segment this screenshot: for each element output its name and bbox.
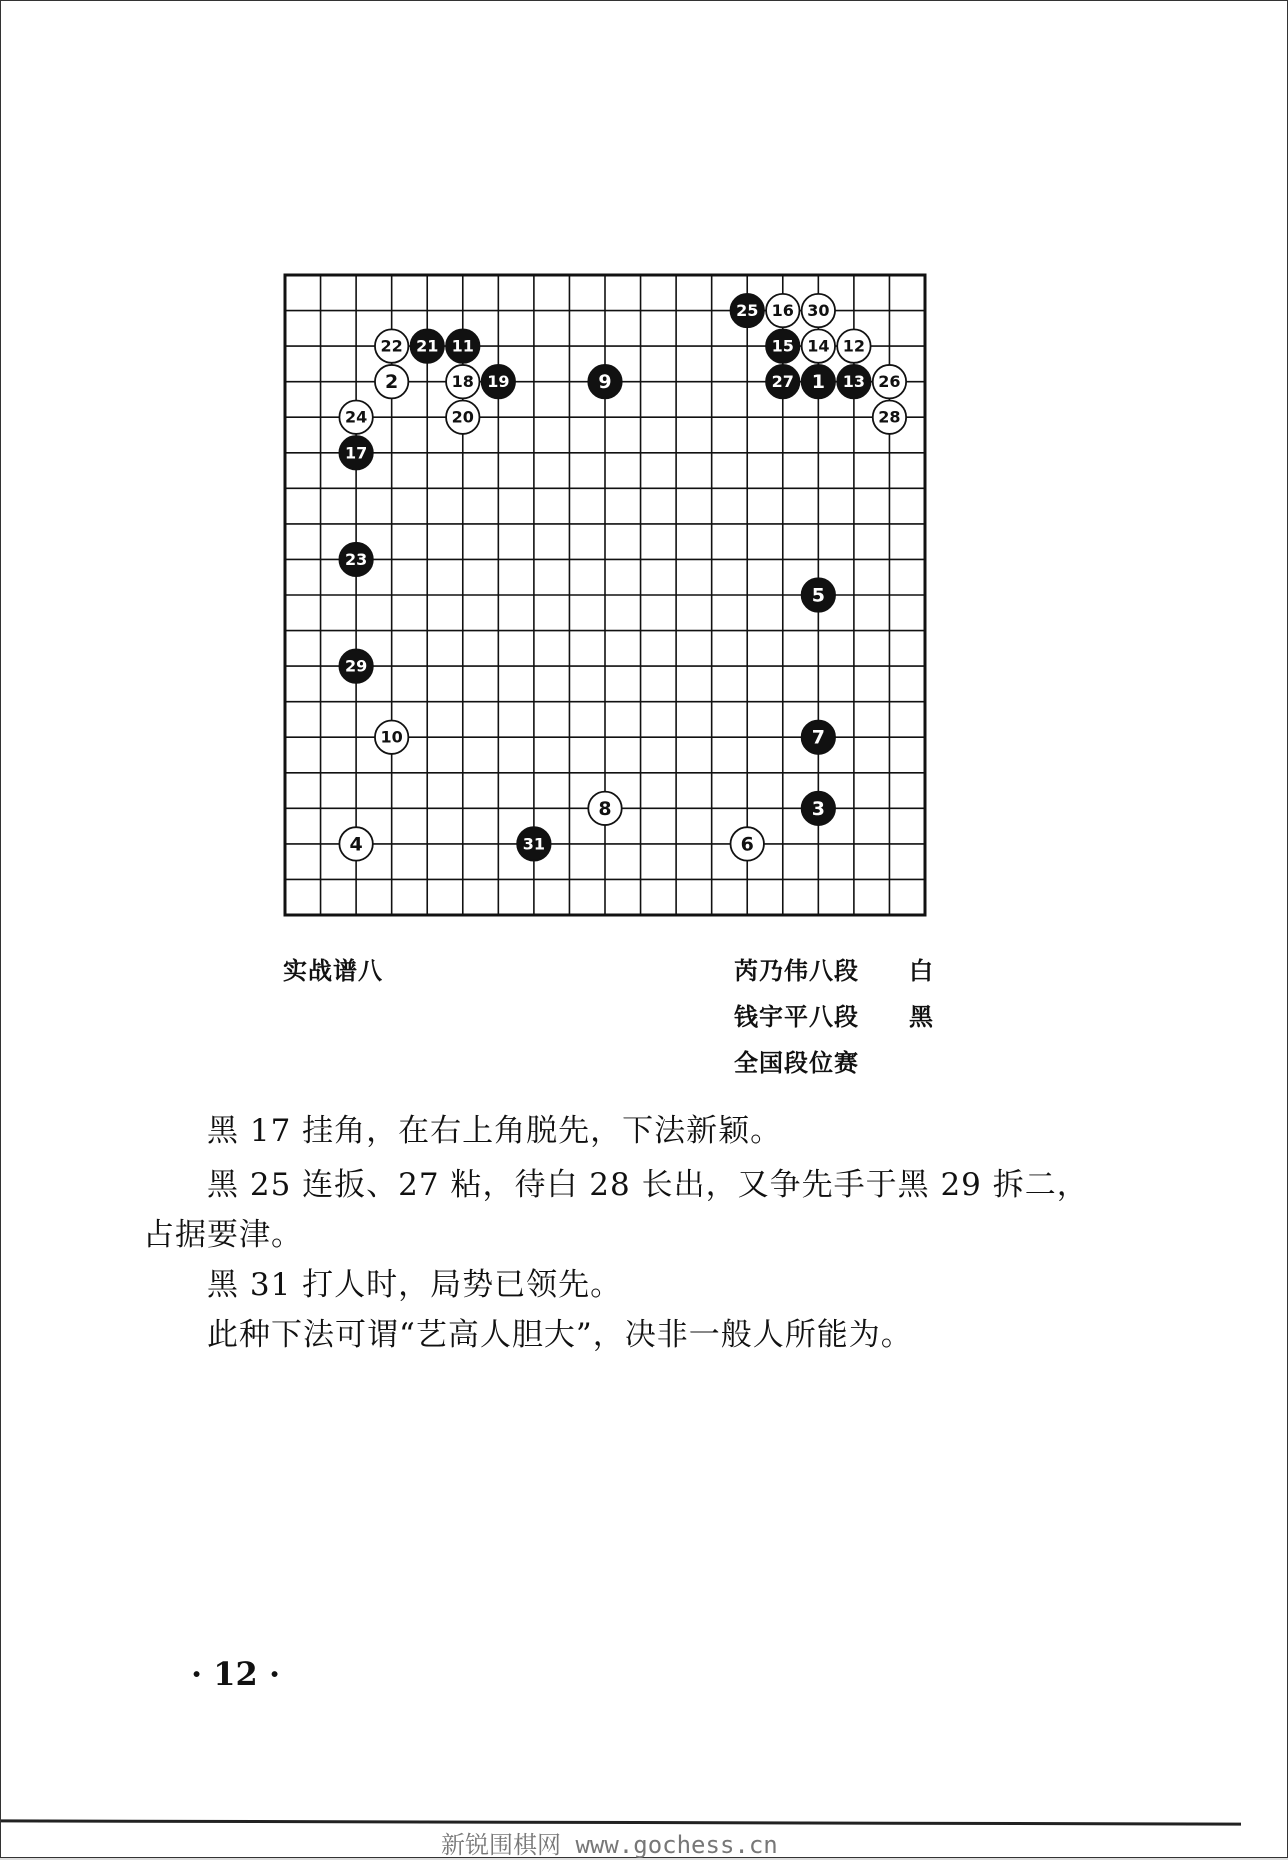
stone-number: 29 bbox=[344, 656, 368, 676]
white-stone-8 bbox=[588, 792, 621, 825]
stone-number: 23 bbox=[344, 549, 368, 569]
white-stone-14 bbox=[802, 329, 835, 362]
white-player: 芮乃伟八段 bbox=[734, 957, 859, 985]
black-stone-17 bbox=[339, 436, 372, 469]
white-stone-30 bbox=[802, 294, 835, 327]
black-stone-23 bbox=[339, 543, 372, 576]
stone-number: 27 bbox=[771, 372, 794, 392]
black-stone-19 bbox=[482, 365, 515, 398]
stone-number: 26 bbox=[878, 372, 901, 392]
white-stone-6 bbox=[731, 827, 764, 860]
white-stone-16 bbox=[766, 294, 799, 327]
black-stone-13 bbox=[837, 365, 870, 398]
stone-number: 31 bbox=[522, 834, 546, 854]
black-label: 黑 bbox=[909, 1003, 934, 1031]
page-number: · 12 · bbox=[191, 1655, 281, 1693]
white-stone-24 bbox=[339, 401, 372, 434]
paragraph-2: 黑 25 连扳、27 粘，待白 28 长出，又争先手于黑 29 拆二， bbox=[207, 1167, 1089, 1203]
white-stone-18 bbox=[446, 365, 479, 398]
stone-number: 22 bbox=[380, 336, 403, 356]
stone-number: 18 bbox=[451, 372, 474, 392]
watermark: 新锐围棋网 www.gochess.cn bbox=[441, 1831, 778, 1859]
black-stone-3 bbox=[802, 792, 835, 825]
stones-layer bbox=[339, 294, 906, 861]
white-stone-28 bbox=[873, 401, 906, 434]
white-stone-4 bbox=[339, 827, 372, 860]
stone-number: 10 bbox=[380, 727, 403, 747]
black-stone-27 bbox=[766, 365, 799, 398]
paragraph-4: 此种下法可谓“艺高人胆大”，决非一般人所能为。 bbox=[207, 1317, 913, 1353]
white-stone-22 bbox=[375, 329, 408, 362]
stone-number: 15 bbox=[771, 336, 794, 356]
white-stone-12 bbox=[837, 329, 870, 362]
stone-number: 11 bbox=[451, 336, 474, 356]
stone-number: 25 bbox=[736, 301, 759, 321]
stone-number: 7 bbox=[811, 726, 825, 749]
white-stone-10 bbox=[375, 721, 408, 754]
stone-number: 9 bbox=[598, 371, 612, 394]
black-stone-29 bbox=[339, 649, 372, 682]
white-stone-20 bbox=[446, 401, 479, 434]
stone-number: 13 bbox=[842, 372, 866, 392]
stone-number: 5 bbox=[811, 584, 825, 607]
stone-number: 21 bbox=[416, 336, 439, 356]
stone-number: 6 bbox=[740, 833, 754, 856]
stone-number: 3 bbox=[811, 797, 825, 820]
stone-number: 20 bbox=[451, 407, 474, 427]
black-stone-21 bbox=[411, 329, 444, 362]
black-stone-31 bbox=[517, 827, 550, 860]
stone-number: 8 bbox=[598, 797, 612, 820]
event-name: 全国段位赛 bbox=[734, 1049, 859, 1077]
stone-number: 1 bbox=[811, 371, 825, 394]
black-stone-5 bbox=[802, 578, 835, 611]
white-label: 白 bbox=[909, 957, 934, 985]
diagram-title: 实战谱八 bbox=[283, 957, 383, 985]
stone-number: 28 bbox=[878, 407, 901, 427]
stone-number: 30 bbox=[807, 301, 830, 321]
stone-number: 19 bbox=[487, 372, 510, 392]
black-stone-25 bbox=[731, 294, 764, 327]
paragraph-2-cont: 占据要津。 bbox=[143, 1217, 303, 1253]
black-stone-1 bbox=[802, 365, 835, 398]
black-player: 钱宇平八段 bbox=[734, 1003, 859, 1031]
stone-number: 12 bbox=[842, 336, 866, 356]
go-board-diagram bbox=[275, 267, 935, 923]
black-stone-15 bbox=[766, 329, 799, 362]
stone-number: 2 bbox=[385, 371, 399, 394]
paragraph-1: 黑 17 挂角，在右上角脱先，下法新颖。 bbox=[207, 1113, 783, 1149]
stone-number: 4 bbox=[349, 833, 363, 856]
white-stone-2 bbox=[375, 365, 408, 398]
stone-number: 24 bbox=[344, 407, 368, 427]
paragraph-3: 黑 31 打人时，局势已领先。 bbox=[207, 1267, 623, 1303]
white-stone-26 bbox=[873, 365, 906, 398]
stone-number: 14 bbox=[807, 336, 830, 356]
stone-number: 17 bbox=[344, 443, 368, 463]
stone-number: 16 bbox=[771, 301, 794, 321]
black-stone-11 bbox=[446, 329, 479, 362]
black-stone-7 bbox=[802, 721, 835, 754]
black-stone-9 bbox=[588, 365, 621, 398]
